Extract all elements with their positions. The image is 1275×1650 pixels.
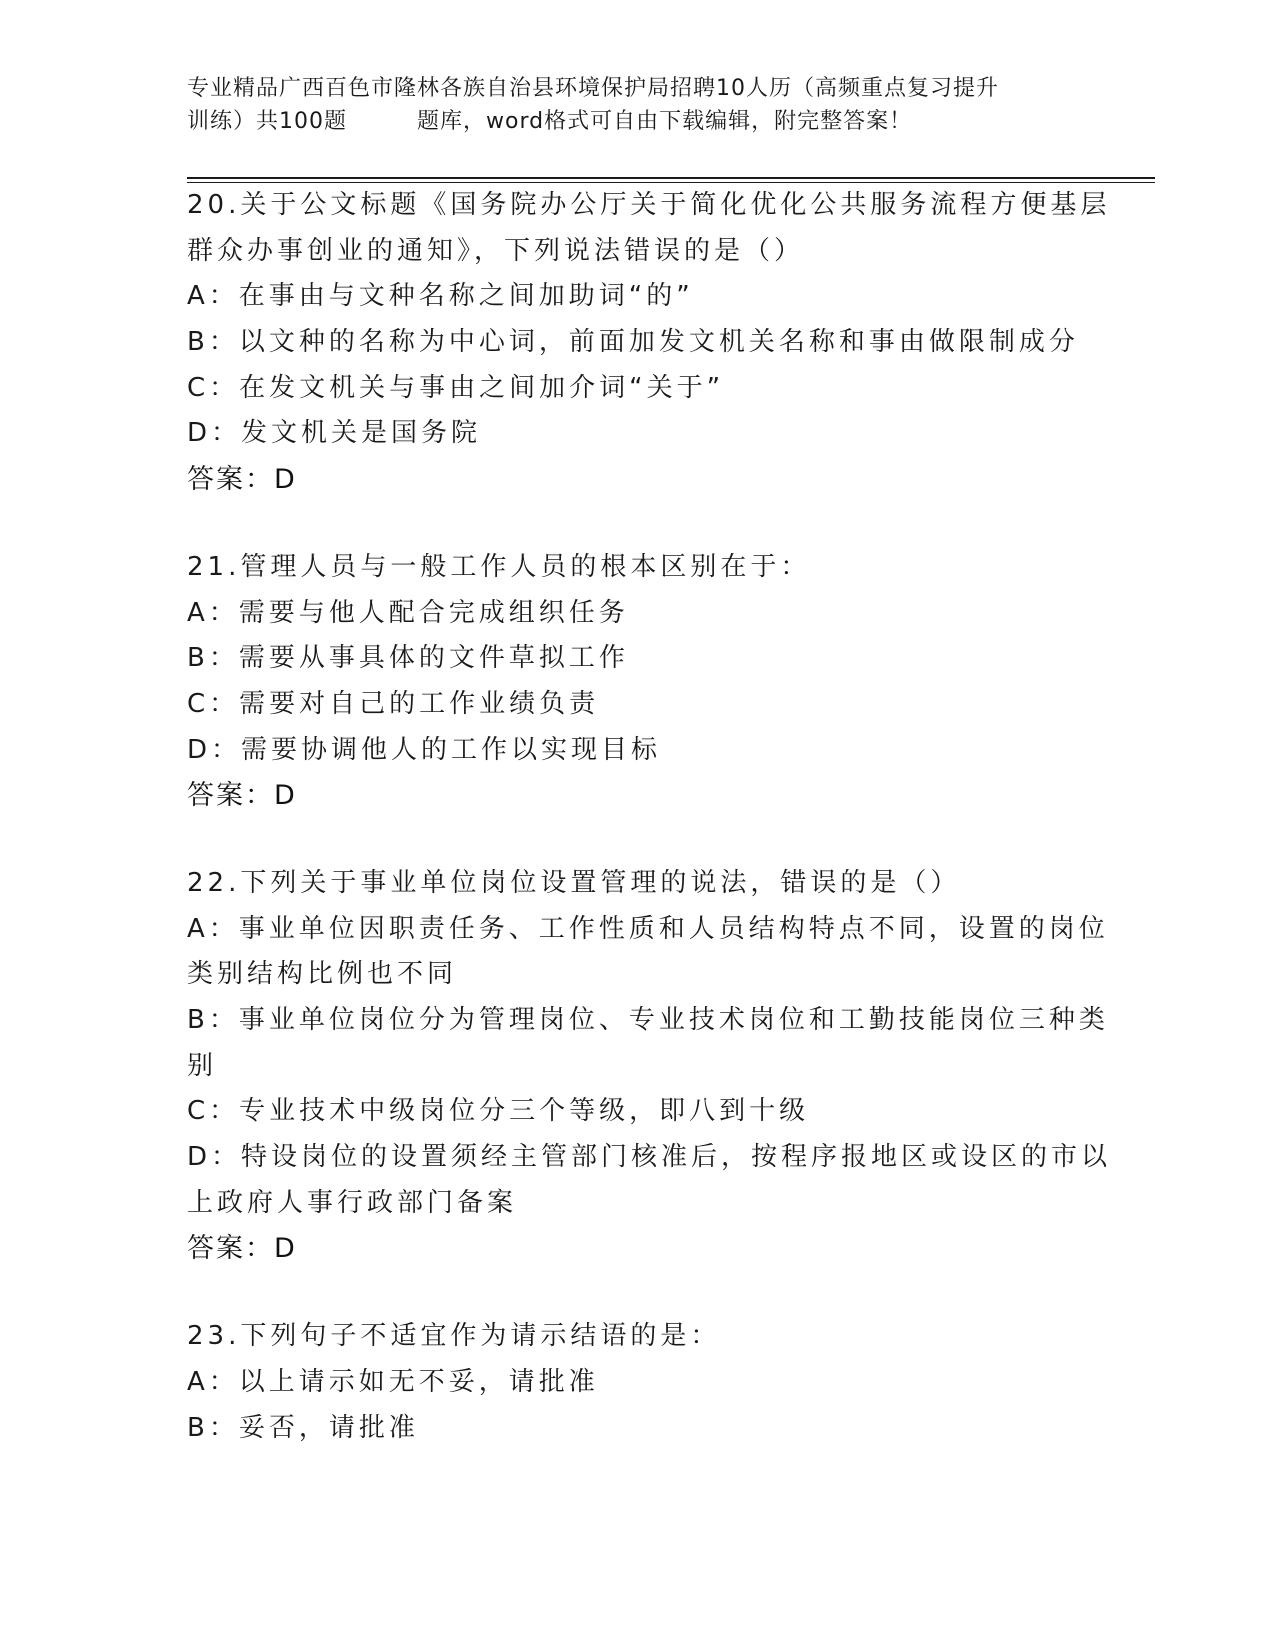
question-23 <box>187 1314 1077 1451</box>
option-b: B：妥否，请批准 <box>187 1412 419 1443</box>
question-22 <box>187 861 1112 1272</box>
option-d: D：特设岗位的设置须经主管部门核准后，按程序报地区或设区的市以 <box>187 1142 1112 1173</box>
option-a: A：事业单位因职责任务、工作性质和人员结构特点不同，设置的岗位 <box>187 913 1109 944</box>
option-c: C：需要对自己的工作业绩负责 <box>187 688 600 719</box>
option-a: A：需要与他人配合完成组织任务 <box>187 597 629 628</box>
header-title-line-2-part-a: 训练）共100题 <box>187 109 347 134</box>
header-title-line-1: 专业精品广西百色市隆林各族自治县环境保护局招聘10人历（高频重点复习提升 <box>187 76 999 101</box>
question-stem-continued: 群众办事创业的通知》，下列说法错误的是（） <box>187 235 805 266</box>
question-stem: 20.关于公文标题《国务院办公厅关于简化优化公共服务流程方便基层 <box>187 190 1111 220</box>
question-21 <box>187 545 1077 819</box>
option-d: D：需要协调他人的工作以实现目标 <box>187 734 662 765</box>
option-d: D：发文机关是国务院 <box>187 418 482 449</box>
header-title-line-2-part-b: 题库，word格式可自由下载编辑，附完整答案！ <box>417 109 913 134</box>
answer: 答案：D <box>187 464 297 496</box>
option-c: C：在发文机关与事由之间加介词“关于” <box>187 372 725 403</box>
question-stem: 22.下列关于事业单位岗位设置管理的说法，错误的是（） <box>187 867 961 898</box>
answer: 答案：D <box>187 780 297 812</box>
header-divider-thick <box>187 177 1155 179</box>
question-stem: 23.下列句子不适宜作为请示结语的是： <box>187 1321 721 1352</box>
question-list <box>187 183 1112 1451</box>
option-a: A：在事由与文种名称之间加助词“的” <box>187 281 694 312</box>
option-d-continued: 上政府人事行政部门备案 <box>187 1187 518 1218</box>
option-a: A：以上请示如无不妥，请批准 <box>187 1366 599 1397</box>
option-c: C：专业技术中级岗位分三个等级，即八到十级 <box>187 1096 810 1127</box>
question-stem: 21.管理人员与一般工作人员的根本区别在于： <box>187 551 811 582</box>
option-b: B：以文种的名称为中心词，前面加发文机关名称和事由做限制成分 <box>187 327 1079 358</box>
option-b: B：需要从事具体的文件草拟工作 <box>187 643 629 674</box>
option-a-continued: 类别结构比例也不同 <box>187 959 458 990</box>
header-title-line-2 <box>187 105 1077 138</box>
option-b: B：事业单位岗位分为管理岗位、专业技术岗位和工勤技能岗位三种类 <box>187 1005 1109 1035</box>
document-header <box>187 72 1077 138</box>
option-b-continued: 别 <box>187 1050 218 1081</box>
question-20 <box>187 183 1111 503</box>
answer: 答案：D <box>187 1233 297 1265</box>
